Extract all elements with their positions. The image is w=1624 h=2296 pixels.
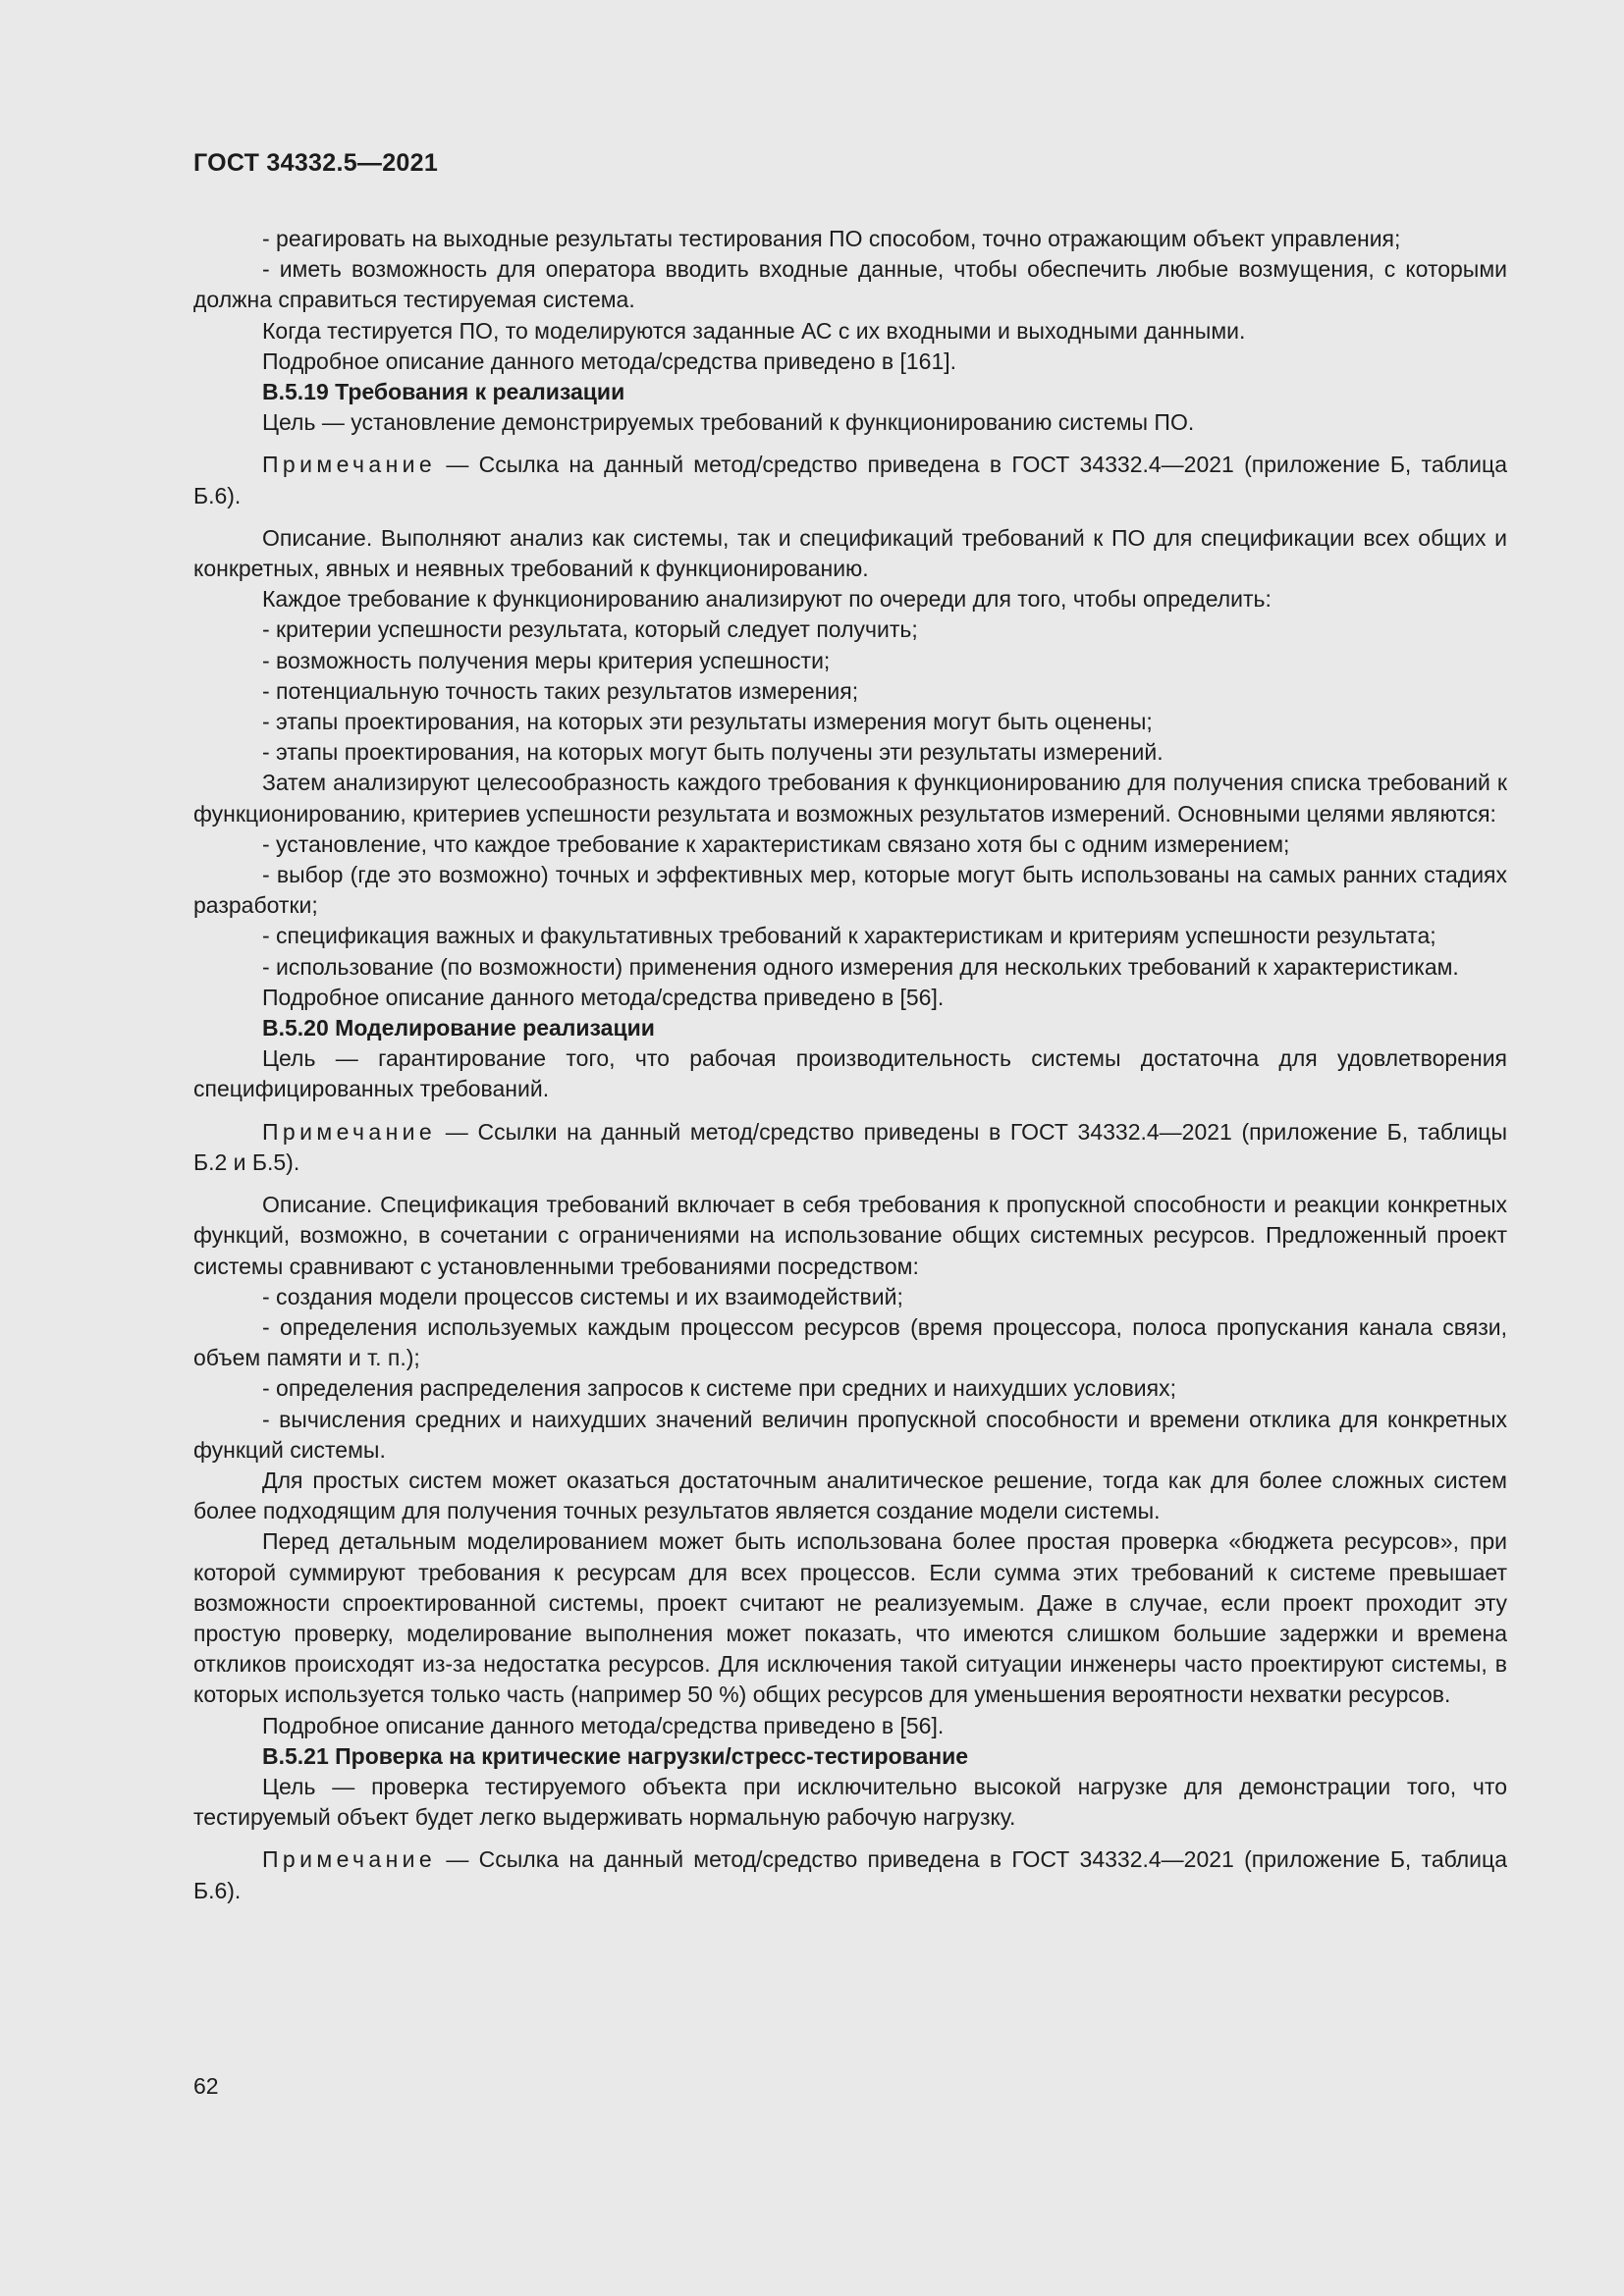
- note-text: — Ссылка на данный метод/средство приведена в ГОСТ 34332.4—2021 (приложение Б, таблица Б.6).: [193, 1846, 1507, 1903]
- page-number: 62: [193, 2073, 219, 2099]
- list-item: - спецификация важных и факультативных требований к характеристикам и критериям успешности результата;: [262, 923, 1436, 949]
- paragraph: Цель — гарантирование того, что рабочая производительность системы достаточна для удовлетворения специфицированных требований.: [193, 1045, 1507, 1102]
- list-item: - потенциальную точность таких результатов измерения;: [262, 677, 859, 704]
- paragraph: Подробное описание данного метода/средства приведено в [56].: [262, 1712, 945, 1738]
- list-item: - определения используемых каждым процессом ресурсов (время процессора, полоса пропускания канала связи, объем памяти и т. п.);: [193, 1313, 1507, 1371]
- note: [193, 450, 1507, 510]
- section-heading-b519: В.5.19 Требования к реализации: [262, 379, 625, 405]
- paragraph: Описание. Спецификация требований включает в себя требования к пропускной способности и реакции конкретных функций, возможно, в сочетании с ограничениями на использование общих системных ресурсов. Предложенный проект системы сравнивают с установленными требованиями посредством:: [193, 1192, 1507, 1279]
- list-item: - вычисления средних и наихудших значений величин пропускной способности и времени отклика для конкретных функций системы.: [193, 1406, 1507, 1463]
- paragraph: Затем анализируют целесообразность каждого требования к функционированию для получения списка требований к функционированию, критериев успешности результата и возможных результатов измерений. Основными целями являются:: [193, 770, 1507, 827]
- page-body: [193, 224, 1507, 1918]
- list-item: - установление, что каждое требование к характеристикам связано хотя бы с одним измерением;: [262, 830, 1290, 857]
- list-item: - этапы проектирования, на которых эти результаты измерения могут быть оценены;: [262, 709, 1153, 735]
- paragraph: Для простых систем может оказаться достаточным аналитическое решение, тогда как для более сложных систем более подходящим для получения точных результатов является создание модели системы.: [193, 1467, 1507, 1524]
- note-label: Примечание: [262, 1846, 437, 1873]
- paragraph: Описание. Выполняют анализ как системы, так и спецификаций требований к ПО для спецификации всех общих и конкретных, явных и неявных требований к функционированию.: [193, 524, 1507, 582]
- note: [193, 1844, 1507, 1905]
- section-heading-b521: В.5.21 Проверка на критические нагрузки/стресс-тестирование: [262, 1742, 969, 1769]
- note: [193, 1117, 1507, 1178]
- paragraph: Цель — установление демонстрируемых требований к функционированию системы ПО.: [262, 409, 1195, 436]
- paragraph: Перед детальным моделированием может быть использована более простая проверка «бюджета ресурсов», при которой суммируют требования к ресурсам для всех процессов. Если сумма этих требований к системе превышает возможности спроектированной системы, проект считают не реализуемым. Даже в случае, если проект проходит эту простую проверку, моделирование выполнения может показать, что имеются слишком большие задержки и времена откликов происходят из-за недостатка ресурсов. Для исключения такой ситуации инженеры часто проектируют системы, в которых используется только часть (например 50 %) общих ресурсов для уменьшения вероятности нехватки ресурсов.: [193, 1528, 1507, 1708]
- paragraph: - реагировать на выходные результаты тестирования ПО способом, точно отражающим объект управления;: [262, 226, 1401, 251]
- document-code-header: ГОСТ 34332.5—2021: [193, 149, 439, 177]
- paragraph: Подробное описание данного метода/средства приведено в [161].: [262, 347, 957, 374]
- list-item: - возможность получения меры критерия успешности;: [262, 647, 831, 673]
- note-label: Примечание: [262, 452, 437, 478]
- list-item: - критерии успешности результата, который следует получить;: [262, 616, 918, 643]
- note-text: — Ссылка на данный метод/средство приведена в ГОСТ 34332.4—2021 (приложение Б, таблица Б.6).: [193, 452, 1507, 508]
- paragraph: Каждое требование к функционированию анализируют по очереди для того, чтобы определить:: [262, 586, 1272, 613]
- paragraph: Когда тестируется ПО, то моделируются заданные АС с их входными и выходными данными.: [262, 317, 1246, 344]
- list-item: - определения распределения запросов к системе при средних и наихудших условиях;: [262, 1375, 1176, 1402]
- note-label: Примечание: [262, 1118, 437, 1145]
- paragraph: - иметь возможность для оператора вводить входные данные, чтобы обеспечить любые возмущения, с которыми должна справиться тестируемая система.: [193, 256, 1507, 313]
- list-item: - выбор (где это возможно) точных и эффективных мер, которые могут быть использованы на самых ранних стадиях разработки;: [193, 862, 1507, 919]
- paragraph: Подробное описание данного метода/средства приведено в [56].: [262, 984, 945, 1010]
- paragraph: Цель — проверка тестируемого объекта при исключительно высокой нагрузке для демонстрации того, что тестируемый объект будет легко выдерживать нормальную рабочую нагрузку.: [193, 1773, 1507, 1831]
- list-item: - этапы проектирования, на которых могут быть получены эти результаты измерений.: [262, 739, 1164, 766]
- note-text: — Ссылки на данный метод/средство приведены в ГОСТ 34332.4—2021 (приложение Б, таблицы Б.2 и Б.5).: [193, 1118, 1507, 1175]
- list-item: - использование (по возможности) применения одного измерения для нескольких требований к характеристикам.: [262, 953, 1459, 980]
- list-item: - создания модели процессов системы и их взаимодействий;: [262, 1283, 903, 1309]
- section-heading-b520: В.5.20 Моделирование реализации: [262, 1015, 655, 1041]
